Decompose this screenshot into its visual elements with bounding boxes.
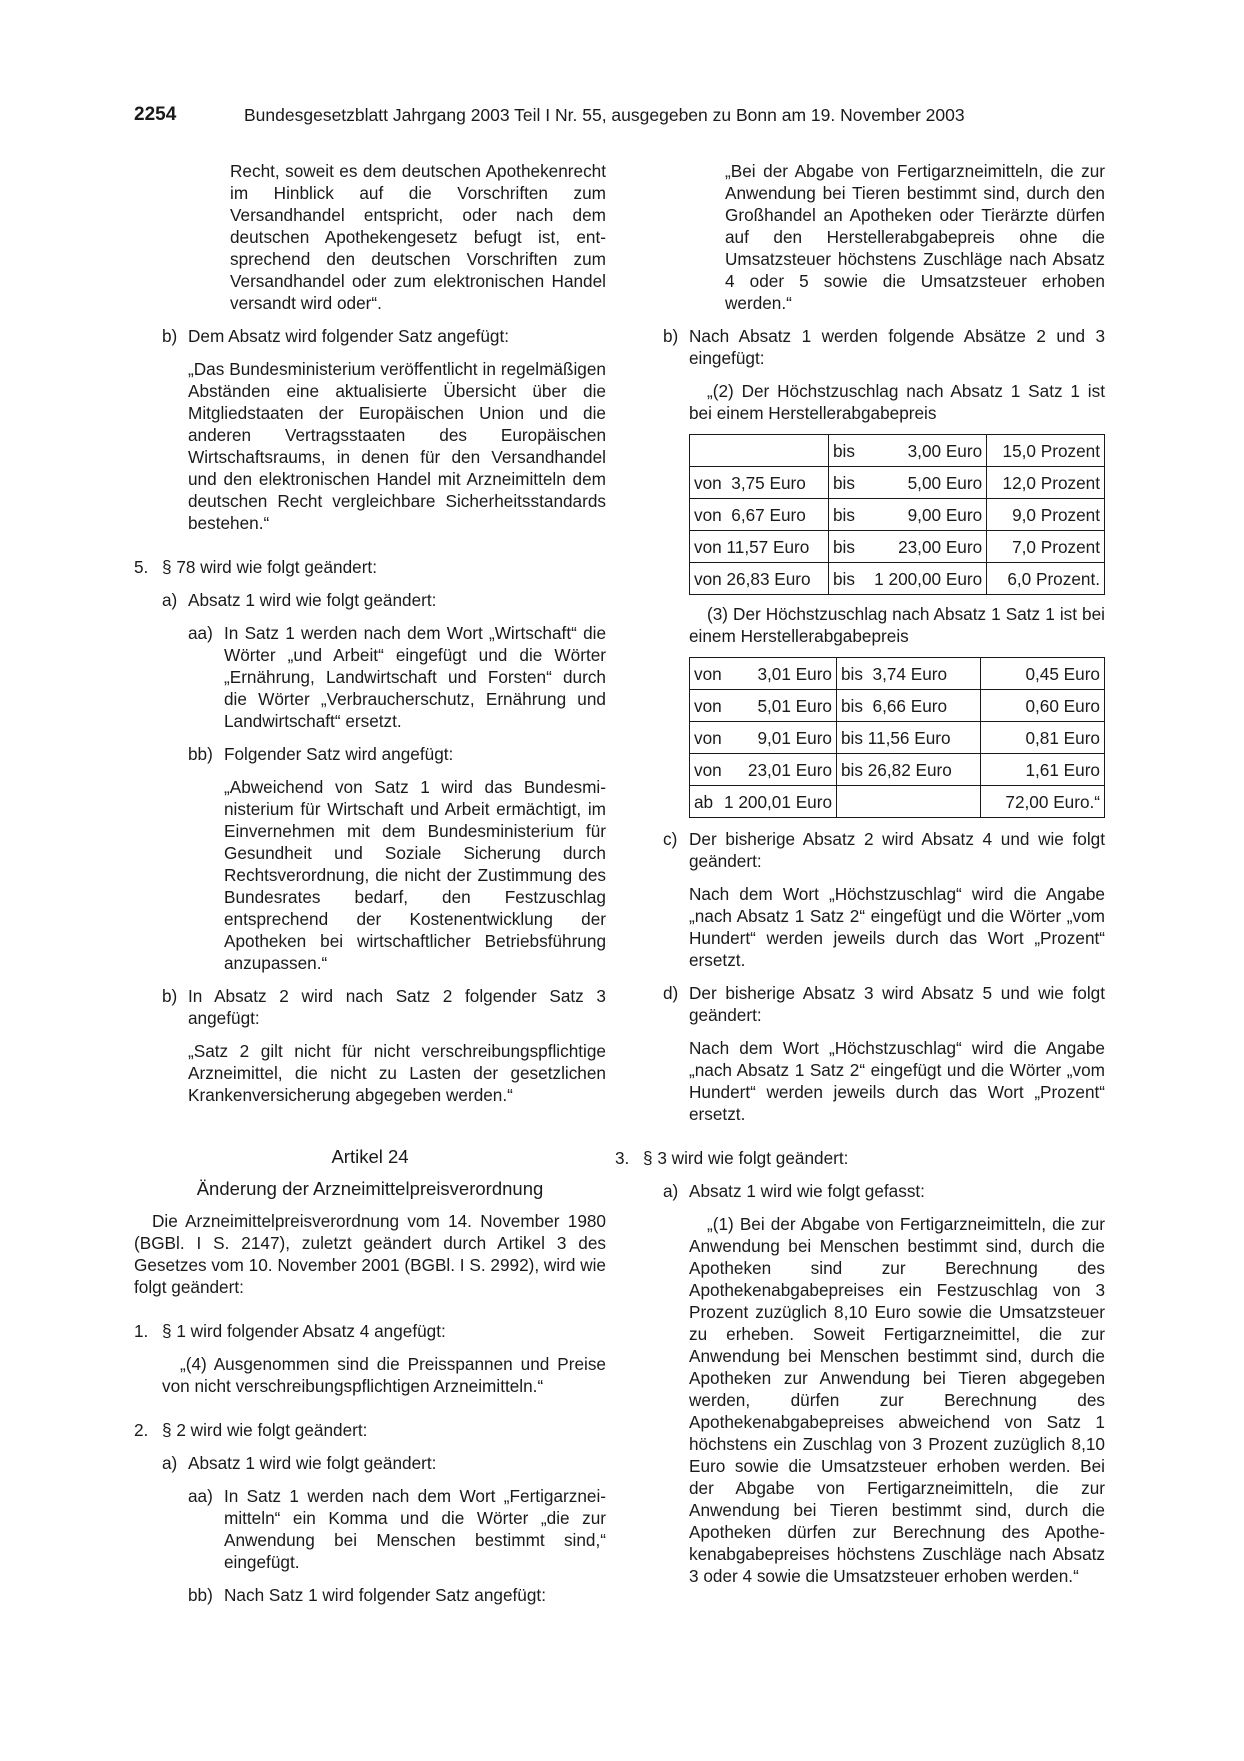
list-item-3a	[635, 1180, 1105, 1202]
item-text: Nach Satz 1 wird folgender Satz angefügt:	[224, 1585, 546, 1605]
item-label: aa)	[188, 1486, 213, 1506]
cell-bis: bis	[832, 504, 855, 525]
table-row	[690, 531, 1105, 563]
paragraph-3-intro: (3) Der Höchstzuschlag nach Absatz 1 Satz 1 ist bei einem Herstellerabgabepreis	[689, 604, 1105, 646]
cell-to	[828, 435, 986, 467]
item-label: b)	[162, 326, 178, 346]
cell-from: von 3,75 Euro	[690, 467, 829, 499]
cell-prefix: ab	[694, 791, 714, 812]
cell-from-value: 1 200,01 Euro	[724, 791, 832, 812]
cell-from	[690, 435, 829, 467]
list-item-5b	[134, 985, 606, 1029]
list-item-d	[635, 982, 1105, 1026]
quote-text: „Abweichend von Satz 1 wird das Bundesministerium für Wirtschaft und Arbeit ermächtigt, im Einvernehmen mit dem Bundesministerium für Gesundheit und Soziale Sicherung durch Rechtsverordnung, die nicht der Zustimmung des Bundesrates bedarf, den Festzuschlag entsprechend der Kostenentwicklung der Apotheken bei wirtschaftlicher Betriebsführung anzupassen.“	[224, 777, 606, 973]
paragraph-2-intro: „(2) Der Höchstzuschlag nach Absatz 1 Satz 1 ist bei einem Herstellerabgabepreis	[689, 381, 1105, 423]
article-heading: Artikel 24	[331, 1146, 409, 1167]
item-text: In Satz 1 werden nach dem Wort „Fertigarzneimitteln“ ein Komma und die Wörter „die zur Anwendung bei Menschen bestimmt sind,“ eingefügt.	[224, 1486, 606, 1572]
cell-prefix: von	[694, 695, 722, 716]
cell-amount: 1,61 Euro	[980, 754, 1104, 786]
cell-amount: 0,60 Euro	[980, 690, 1104, 722]
article-title: Änderung der Arzneimittelpreisverordnung	[196, 1178, 544, 1199]
cell-from	[690, 786, 837, 818]
cell-amount: 0,81 Euro	[980, 722, 1104, 754]
list-item-2aa	[134, 1485, 606, 1573]
cell-from: von 6,67 Euro	[690, 499, 829, 531]
cell-to	[828, 499, 986, 531]
table-row	[690, 690, 1105, 722]
item-text: Absatz 1 wird wie folgt gefasst:	[689, 1181, 925, 1201]
cell-to	[837, 786, 981, 818]
cell-percent: 12,0 Prozent	[987, 467, 1105, 499]
cell-from-value: 5,01 Euro	[757, 695, 832, 716]
item-text: Folgender Satz wird angefügt:	[224, 744, 454, 764]
cell-from-value: 9,01 Euro	[757, 727, 832, 748]
cell-bis: bis	[832, 536, 855, 557]
cell-prefix: von	[694, 727, 722, 748]
cell-to-value: 3,00 Euro	[907, 440, 983, 461]
cell-bis: bis	[832, 568, 855, 589]
item-text: Der bisherige Absatz 2 wird Absatz 4 und wie folgt geändert:	[689, 829, 1105, 871]
item-text: Absatz 1 wird wie folgt geändert:	[188, 590, 437, 610]
cell-to: bis 26,82 Euro	[837, 754, 981, 786]
cell-amount: 0,45 Euro	[980, 658, 1104, 690]
cell-to-value: 5,00 Euro	[907, 472, 983, 493]
table-row	[690, 563, 1105, 595]
list-item-5bb	[134, 743, 606, 765]
list-item-5	[134, 556, 606, 578]
list-item-1	[134, 1320, 606, 1342]
cell-to-value: 23,00 Euro	[898, 536, 983, 557]
item-text: Dem Absatz wird folgender Satz angefügt:	[188, 326, 510, 346]
item-label: d)	[663, 983, 679, 1003]
running-header: Bundesgesetzblatt Jahrgang 2003 Teil I Nr. 55, ausgegeben zu Bonn am 19. November 2003	[244, 105, 965, 125]
item-text: Nach Absatz 1 werden folgende Absätze 2 und 3 eingefügt:	[689, 326, 1105, 368]
item-label: bb)	[188, 1585, 213, 1605]
list-item-2bb	[134, 1584, 606, 1606]
table-row	[690, 435, 1105, 467]
right-column	[615, 160, 1105, 1587]
table-surcharge-percent	[689, 434, 1105, 595]
cell-percent: 15,0 Prozent	[987, 435, 1105, 467]
cell-prefix: von	[694, 759, 722, 780]
item-label: bb)	[188, 744, 213, 764]
left-column	[134, 160, 606, 1606]
table-row	[690, 499, 1105, 531]
item-text: § 78 wird wie folgt geändert:	[162, 557, 377, 577]
table-row	[690, 786, 1105, 818]
list-item-c	[635, 828, 1105, 872]
quote-text: „Satz 2 gilt nicht für nicht verschreibungspflichtige Arzneimittel, die nicht zu Lasten der gesetzlichen Krankenversicherung abgegeben werden.“	[188, 1041, 606, 1105]
item-text: § 3 wird wie folgt geändert:	[643, 1148, 849, 1168]
cell-from	[690, 754, 837, 786]
continued-quote: „Bei der Abgabe von Fertigarzneimitteln, die zur Anwendung bei Tieren bestimmt sind, durch den Großhandel an Apotheken oder Tierärzte dürfen auf den Herstellerabgabepreis ohne die Umsatzsteuer höchstens Zuschläge nach Absatz 4 oder 5 sowie die Umsatzsteuer erhoben werden.“	[725, 161, 1105, 313]
cell-percent: 7,0 Prozent	[987, 531, 1105, 563]
list-item-b	[134, 325, 606, 347]
item-label: a)	[663, 1181, 679, 1201]
list-item-2a	[134, 1452, 606, 1474]
item-label: c)	[663, 829, 678, 849]
item-label: 1.	[134, 1321, 149, 1341]
item-label: aa)	[188, 623, 213, 643]
item-text: In Absatz 2 wird nach Satz 2 folgender Satz 3 angefügt:	[188, 986, 606, 1028]
cell-from: von 11,57 Euro	[690, 531, 829, 563]
cell-to: bis 6,66 Euro	[837, 690, 981, 722]
item-text: § 2 wird wie folgt geändert:	[162, 1420, 368, 1440]
item-label: a)	[162, 1453, 178, 1473]
cell-from	[690, 658, 837, 690]
cell-to: bis 3,74 Euro	[837, 658, 981, 690]
quote-text: Nach dem Wort „Höchstzuschlag“ wird die Angabe „nach Absatz 1 Satz 2“ eingefügt und die Wörter „vom Hundert“ werden jeweils durch das Wort „Prozent“ ersetzt.	[689, 1038, 1105, 1124]
item-text: In Satz 1 werden nach dem Wort „Wirtschaft“ die Wörter „und Arbeit“ eingefügt und die Wörter „Ernährung, Landwirtschaft und Forsten“ durch die Wörter „Verbraucherschutz, Ernährung und Landwirtschaft“ ersetzt.	[224, 623, 606, 731]
item-label: 2.	[134, 1420, 149, 1440]
item-label: 3.	[615, 1148, 630, 1168]
quote-text: „(4) Ausgenommen sind die Preisspannen und Preise von nicht verschreibungspflichtigen Arzneimitteln.“	[162, 1354, 606, 1396]
list-item-5aa	[134, 622, 606, 732]
list-item-2	[134, 1419, 606, 1441]
cell-percent: 6,0 Prozent.	[987, 563, 1105, 595]
item-text: Der bisherige Absatz 3 wird Absatz 5 und wie folgt geändert:	[689, 983, 1105, 1025]
continued-quote: Recht, soweit es dem deutschen Apothekenrecht im Hinblick auf die Vorschriften zum Versandhandel entspricht, oder nach dem deutschen Apothekengesetz befugt ist, entsprechend den deutschen Vorschriften zum Versandhandel oder zum elektronischen Handel versandt wird oder“.	[230, 161, 606, 313]
page-number: 2254	[134, 104, 177, 125]
cell-from-value: 3,01 Euro	[757, 663, 832, 684]
quote-text: Nach dem Wort „Höchstzuschlag“ wird die Angabe „nach Absatz 1 Satz 2“ eingefügt und die Wörter „vom Hundert“ werden jeweils durch das Wort „Prozent“ ersetzt.	[689, 884, 1105, 970]
cell-amount: 72,00 Euro.“	[980, 786, 1104, 818]
item-text: Absatz 1 wird wie folgt geändert:	[188, 1453, 437, 1473]
table-row	[690, 467, 1105, 499]
list-item-3	[615, 1147, 1105, 1169]
cell-from	[690, 690, 837, 722]
table-row	[690, 658, 1105, 690]
article-intro: Die Arzneimittelpreisverordnung vom 14. November 1980 (BGBl. I S. 2147), zuletzt geändert durch Artikel 3 des Gesetzes vom 10. November 2001 (BGBl. I S. 2992), wird wie folgt geändert:	[134, 1211, 606, 1297]
cell-to	[828, 467, 986, 499]
item-label: b)	[162, 986, 178, 1006]
cell-to	[828, 563, 986, 595]
cell-to-value: 9,00 Euro	[907, 504, 983, 525]
cell-to	[828, 531, 986, 563]
cell-from-value: 23,01 Euro	[747, 759, 832, 780]
cell-from	[690, 722, 837, 754]
cell-to-value: 1 200,00 Euro	[874, 568, 983, 589]
cell-to: bis 11,56 Euro	[837, 722, 981, 754]
list-item-5a	[134, 589, 606, 611]
cell-bis: bis	[832, 440, 855, 461]
item-label: 5.	[134, 557, 149, 577]
item-text: § 1 wird folgender Absatz 4 angefügt:	[162, 1321, 446, 1341]
quote-text: „Das Bundesministerium veröffentlicht in regelmäßigen Abständen eine aktualisierte Übersicht über die Mitgliedstaaten der Europäischen Union und die anderen Vertragsstaaten des Europäischen Wirtschaftsraums, in denen für den Versandhandel und den elektronischen Handel mit Arzneimitteln dem deutschen Recht vergleichbare Sicherheitsstandards bestehen.“	[188, 359, 606, 533]
cell-from: von 26,83 Euro	[690, 563, 829, 595]
cell-prefix: von	[694, 663, 722, 684]
list-item-b	[635, 325, 1105, 369]
table-row	[690, 722, 1105, 754]
item-label: b)	[663, 326, 679, 346]
item-label: a)	[162, 590, 178, 610]
quote-text: „(1) Bei der Abgabe von Fertigarzneimitteln, die zur Anwendung bei Menschen bestimmt sind, durch die Apotheken sind zur Berechnung des Apothekenabgabepreises ein Festzuschlag von 3 Prozent zuzüglich 8,10 Euro sowie die Umsatzsteuer zu erheben. Soweit Fertigarzneimittel, die zur Anwendung bei Menschen bestimmt sind, durch die Apotheken zur Anwendung bei Tieren abgegeben werden, dürfen zur Berechnung des Apothekenabgabepreises abweichend von Satz 1 höchstens ein Zuschlag von 3 Prozent zuzüglich 8,10 Euro sowie die Umsatzsteuer erhoben werden. Bei der Abgabe von Fertigarzneimitteln, die zur Anwendung bei Tieren bestimmt sind, durch die Apotheken dürfen zur Berechnung des Apothekenabgabepreises höchstens Zuschläge nach Absatz 3 oder 4 sowie die Umsatzsteuer erhoben werden.“	[689, 1214, 1105, 1586]
cell-bis: bis	[832, 472, 855, 493]
table-row	[690, 754, 1105, 786]
table-surcharge-euro	[689, 657, 1105, 818]
cell-percent: 9,0 Prozent	[987, 499, 1105, 531]
